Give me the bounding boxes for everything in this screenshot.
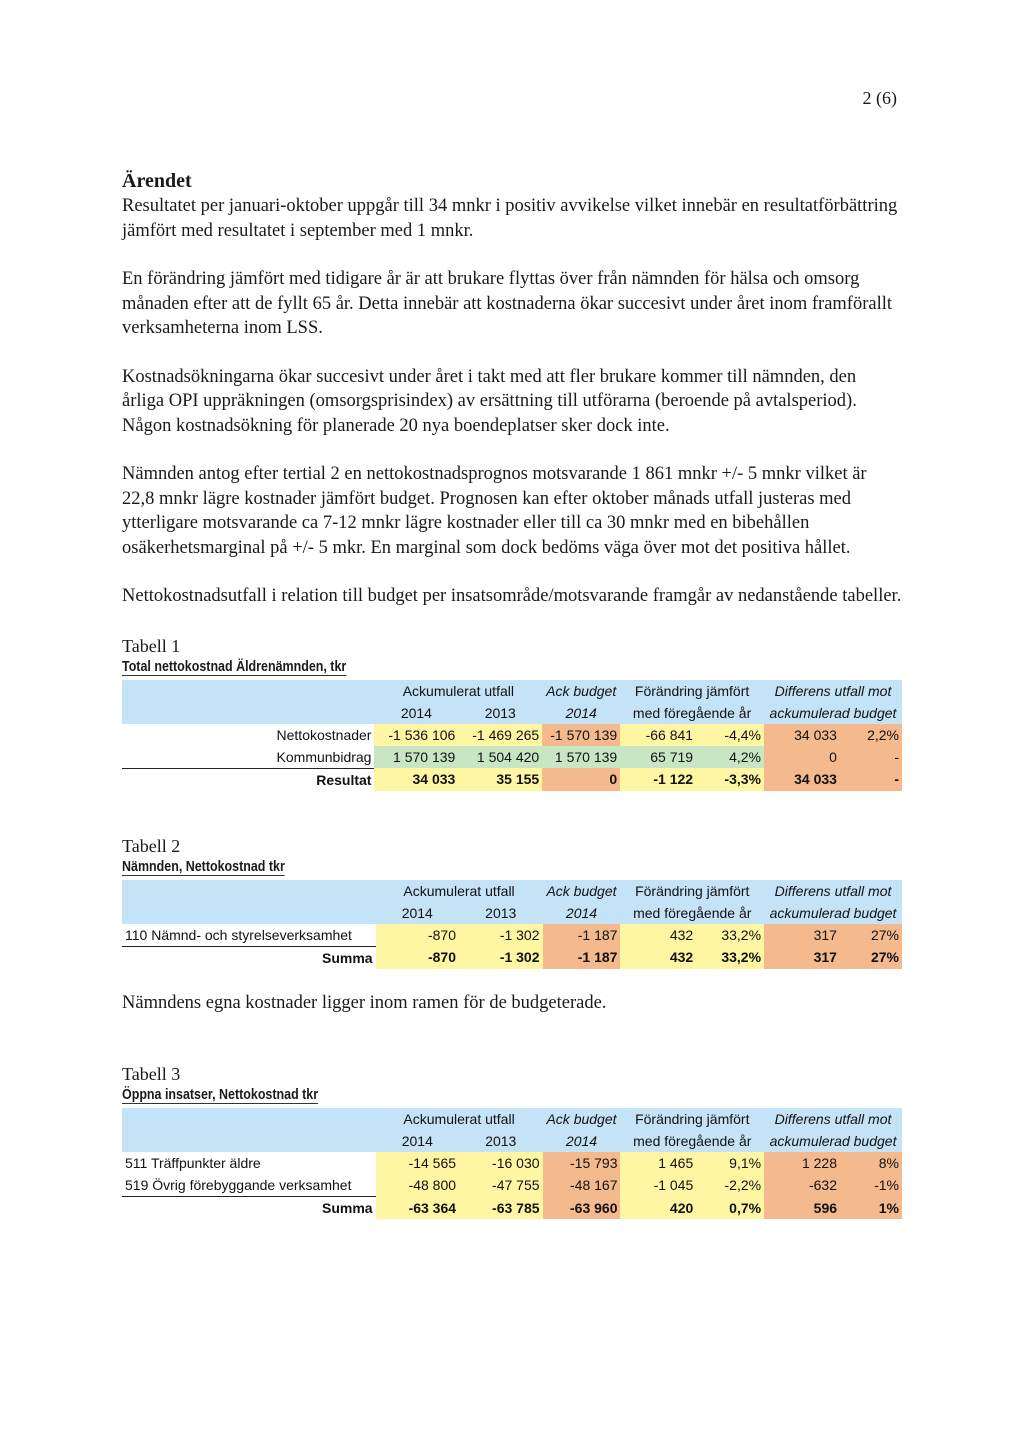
- table3-label: Tabell 3: [122, 1064, 181, 1084]
- table2-title: Nämnden, Nettokostnad tkr: [122, 858, 285, 875]
- table2-label: Tabell 2: [122, 835, 181, 856]
- paragraph-4: Nämnden antog efter tertial 2 en nettokostnadsprognos motsvarande 1 861 mnkr +/- 5 mnkr vilket är 22,8 mnkr lägre kostnader jämfört budget. Prognosen kan efter oktober månads utfall justeras med ytterligare motsvarande ca 7-12 mnkr lägre kostnader eller till ca 30 mnkr med en bibehållen osäkerhetsmarginal på +/- 5 mkr. En marginal som dock bedöms väga över mot det positiva hållet.: [122, 464, 867, 558]
- paragraph-2: En förändring jämfört med tidigare år är att brukare flyttas över från nämnden för hälsa och omsorg månaden efter att de fyllt 65 år. Detta innebär att kostnaderna ökar succesivt under året inom framförallt verksamheterna inom LSS.: [122, 269, 893, 338]
- page-number: 2 (6): [862, 88, 897, 108]
- header-differens: Differens utfall mot: [764, 680, 902, 702]
- table3-header-row-1: Ackumulerat utfall Ack budget Förändring jämfört Differens utfall mot: [122, 1108, 902, 1130]
- section-heading: Ärendet: [122, 170, 192, 192]
- table3-block: [122, 1063, 902, 1219]
- table1-block: [122, 635, 902, 791]
- table2-header-row-2: 2014 2013 2014 med föregående år ackumulerad budget: [122, 902, 902, 924]
- table-row: Nettokostnader -1 536 106 -1 469 265 -1 570 139 -66 841 -4,4% 34 033 2,2%: [122, 724, 902, 746]
- table1-header-row-1: [122, 680, 902, 702]
- header-ack-utfall: Ackumulerat utfall: [374, 680, 542, 702]
- table2-block: [122, 835, 902, 969]
- document-content: [122, 168, 902, 1219]
- table-row-total: Summa -63 364 -63 785 -63 960 420 0,7% 596 1%: [122, 1197, 902, 1220]
- table1-label: Tabell 1: [122, 635, 181, 656]
- table1: [122, 680, 902, 791]
- paragraph-1: Resultatet per januari-oktober uppgår till 34 mnkr i positiv avvikelse vilket innebär en resultatförbättring jämfört med resultatet i september med 1 mnkr.: [122, 196, 898, 241]
- table3: [122, 1108, 902, 1219]
- paragraph-after-table2: Nämndens egna kostnader ligger inom ramen för de budgeterade.: [122, 992, 607, 1013]
- header-forandring: Förändring jämfört: [620, 680, 764, 702]
- table3-title: Öppna insatser, Nettokostnad tkr: [122, 1087, 319, 1103]
- table-row: Kommunbidrag 1 570 139 1 504 420 1 570 139 65 719 4,2% 0 -: [122, 746, 902, 769]
- table2-header-row-1: Ackumulerat utfall Ack budget Förändring jämfört Differens utfall mot: [122, 880, 902, 902]
- table1-header-row-2: 2014 2013 2014 med föregående år ackumulerad budget: [122, 702, 902, 724]
- table1-title: Total nettokostnad Äldrenämnden, tkr: [122, 658, 347, 675]
- table-row-total: Summa -870 -1 302 -1 187 432 33,2% 317 27%: [122, 946, 902, 969]
- table2: [122, 880, 902, 969]
- table-row-total: Resultat 34 033 35 155 0 -1 122 -3,3% 34 033 -: [122, 768, 902, 791]
- paragraph-5: Nettokostnadsutfall i relation till budget per insatsområde/motsvarande framgår av nedanstående tabeller.: [122, 586, 902, 606]
- table-row: 519 Övrig förebyggande verksamhet -48 800 -47 755 -48 167 -1 045 -2,2% -632 -1%: [122, 1174, 902, 1197]
- header-ack-budget: Ack budget: [542, 680, 620, 702]
- table-row: 110 Nämnd- och styrelseverksamhet -870 -1 302 -1 187 432 33,2% 317 27%: [122, 924, 902, 947]
- paragraph-3: Kostnadsökningarna ökar succesivt under året i takt med att fler brukare kommer till nämnden, den årliga OPI uppräkningen (omsorgsprisindex) av ersättning till utförarna (beroende på avtalsperiod). Någon kostnadsökning för planerade 20 nya boendeplatser sker dock inte.: [122, 366, 857, 436]
- table-row: 511 Träffpunkter äldre -14 565 -16 030 -15 793 1 465 9,1% 1 228 8%: [122, 1152, 902, 1174]
- table3-header-row-2: 2014 2013 2014 med föregående år ackumulerad budget: [122, 1130, 902, 1152]
